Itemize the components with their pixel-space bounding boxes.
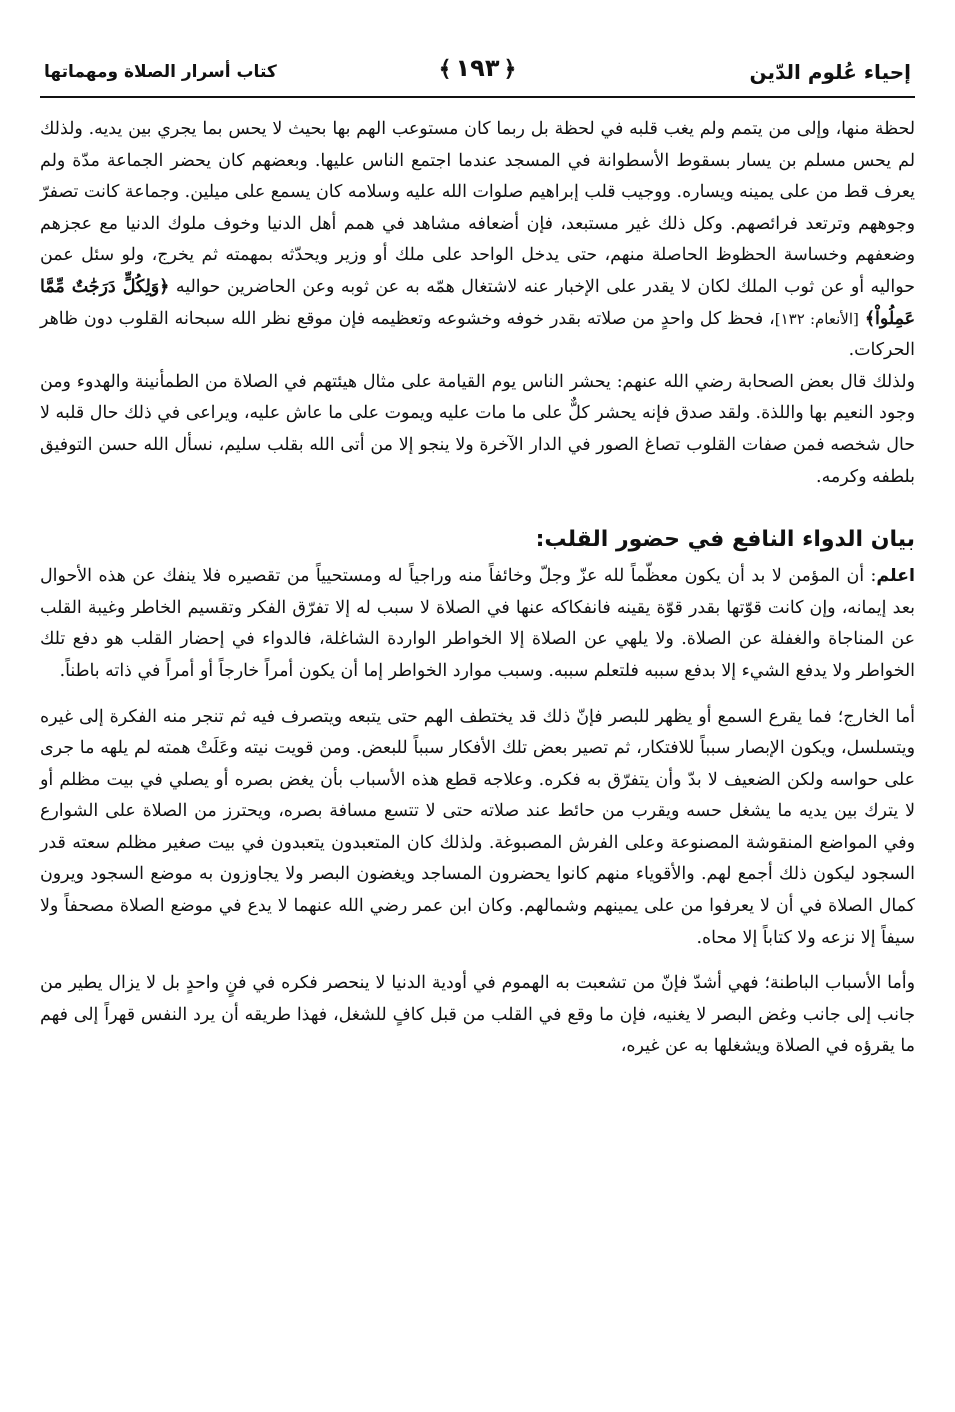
lead-word: اعلم [876,566,915,587]
book-title: إحياء عُلوم الدّين [749,60,911,84]
book-page [40,50,915,1390]
section-heading: بيان الدواء النافع في حضور القلب: [535,527,915,553]
paragraph: أما الخارج؛ فما يقرع السمع أو يظهر للبصر فإنّ ذلك قد يختطف الهم حتى يتبعه ويتصرف فيه ثم تنجر منه الفكرة إلى غيره ويتسلسل، ويكون الإبصار سبباً للافتكار، ثم تصير بعض تلك الأفكار سبباً للبعض. ومن قويت نيته وعَلَتْ همته لم يلهه ما جرى على حواسه ولكن الضعيف لا بدّ وأن يتفرّق به فكره. وعلاجه قطع هذه الأسباب بأن يغض بصره أو يصلي في بيت مظلم أو لا يترك بين يديه ما يشغل حسه ويقرب من حائط عند صلاته حتى لا تتسع مسافة بصره، ويحترز من الصلاة على الشوارع وفي المواضع المنقوشة المصنوعة وعلى الفرش المصبوغة. ولذلك كان المتعبدون يتعبدون في بيت صغير مظلم سعته قدر السجود ليكون ذلك أجمع لهم. والأقوياء منهم كانوا يحضرون المساجد ويغضون البصر ولا يجاوزون به موضع السجود ويرون كمال الصلاة في أن لا يعرفوا من على يمينهم وشمالهم. وكان ابن عمر رضي الله عنهما لا يدع في موضع الصلاة مصحفاً ولا سيفاً إلا نزعه ولا كتاباً إلا محاه. [40,706,915,948]
paragraph: ولذلك قال بعض الصحابة رضي الله عنهم: يحشر الناس يوم القيامة على مثال هيئتهم في الصلاة من الطمأنينة والهدوء ومن وجود النعيم بها واللذة. ولقد صدق فإنه يحشر كلٌّ على ما مات عليه ويموت على ما عاش عليه، ويراعى في ذلك حال قلبه لا حال شخصه فمن صفات القلوب تصاغ الصور في الدار الآخرة ولا ينجو إلا من أتى الله بقلب سليم، نسأل الله حسن التوفيق بلطفه وكرمه. [40,371,915,487]
verse-reference: [الأنعام: ١٣٢] [774,309,859,328]
paragraph-text: ، فحظ كل واحدٍ من صلاته بقدر خوفه وخشوعه وتعظيمه فإن موقع نظر الله سبحانه القلوب دون ظاهر الحركات. [40,308,915,361]
page-number: ١٩٣ [455,54,500,82]
paragraph: وأما الأسباب الباطنة؛ فهي أشدّ فإنّ من تشعبت به الهموم في أودية الدنيا لا ينحصر فكره في فنٍ واحدٍ بل لا يزال يطير من جانب إلى جانب وغض البصر لا يغنيه، فإن ما وقع في القلب من قبل كافٍ للشغل، فهذا طريقه أن يرد النفس قهراً إلى فهم ما يقرؤه في الصلاة ويشغلها به عن غيره، [40,973,915,1057]
paragraph-text: لحظة منها، وإلى من يتمم ولم يغب قلبه في لحظة بل ربما كان مستوعب الهم بها بحيث لا يحس بما يجري بين يديه. ولذلك لم يحس مسلم بن يسار بسقوط الأسطوانة في المسجد عندما اجتمع الناس عليها. وبعضهم كان يحضر الجماعة مدّة ولم يعرف قط من على يمينه ويساره. ووجيب قلب إبراهيم صلوات الله عليه وسلامه كان يسمع على ميلين. وجماعة كانت تصفرّ وجوههم وترتعد فرائصهم. وكل ذلك غير مستبعد، فإن أضعافه مشاهد في همم أهل الدنيا وخوف ملوك الدنيا مع عجزهم وضعفهم وخساسة الحظوظ الحاصلة منهم، حتى يدخل الواحد على ملك أو وزير ويحدّثه بمهمته ثم يخرج، ولو سئل عمن حواليه أو عن ثوب الملك لكان لا يقدر على الإخبار عنه لاشتغال همّه به عن ثوبه وعن الحاضرين حواليه [40,119,915,297]
paragraph [40,561,915,687]
page-number-block [435,54,521,82]
running-header [40,50,915,98]
ornament-bracket-icon: ﴿ [503,57,517,82]
main-text [40,114,915,1063]
quran-verse: ﴿وَلِكُلٍّ دَرَجَٰتٌ مِّمَّا عَمِلُواْ﴾ [40,276,916,329]
chapter-title: كتاب أسرار الصلاة ومهماتها [44,62,277,82]
paragraph-text: : أن المؤمن لا بد أن يكون معظّماً لله عزّ وجلّ وخائفاً منه وراجياً له ومستحيياً من تقصيره فلا ينفك عن هذه الأحوال بعد إيمانه، وإن كانت قوّتها بقدر قوّة يقينه فانفكاكه عنها في الصلاة لا سبب له إلا تفرّق الفكر وتقسيم الخاطر وغيبة القلب عن المناجاة والغفلة عن الصلاة. ولا يلهي عن الصلاة إلا الخواطر الواردة الشاغلة، فالدواء في إحضار القلب هو دفع تلك الخواطر ولا يدفع الشيء إلا بدفع سببه فلتعلم سببه. وسبب موارد الخواطر إما أن يكون أمراً خارجاً أو أمراً في ذاته باطناً. [40,566,915,681]
paragraph [40,114,915,367]
ornament-bracket-icon: ﴾ [438,57,452,82]
